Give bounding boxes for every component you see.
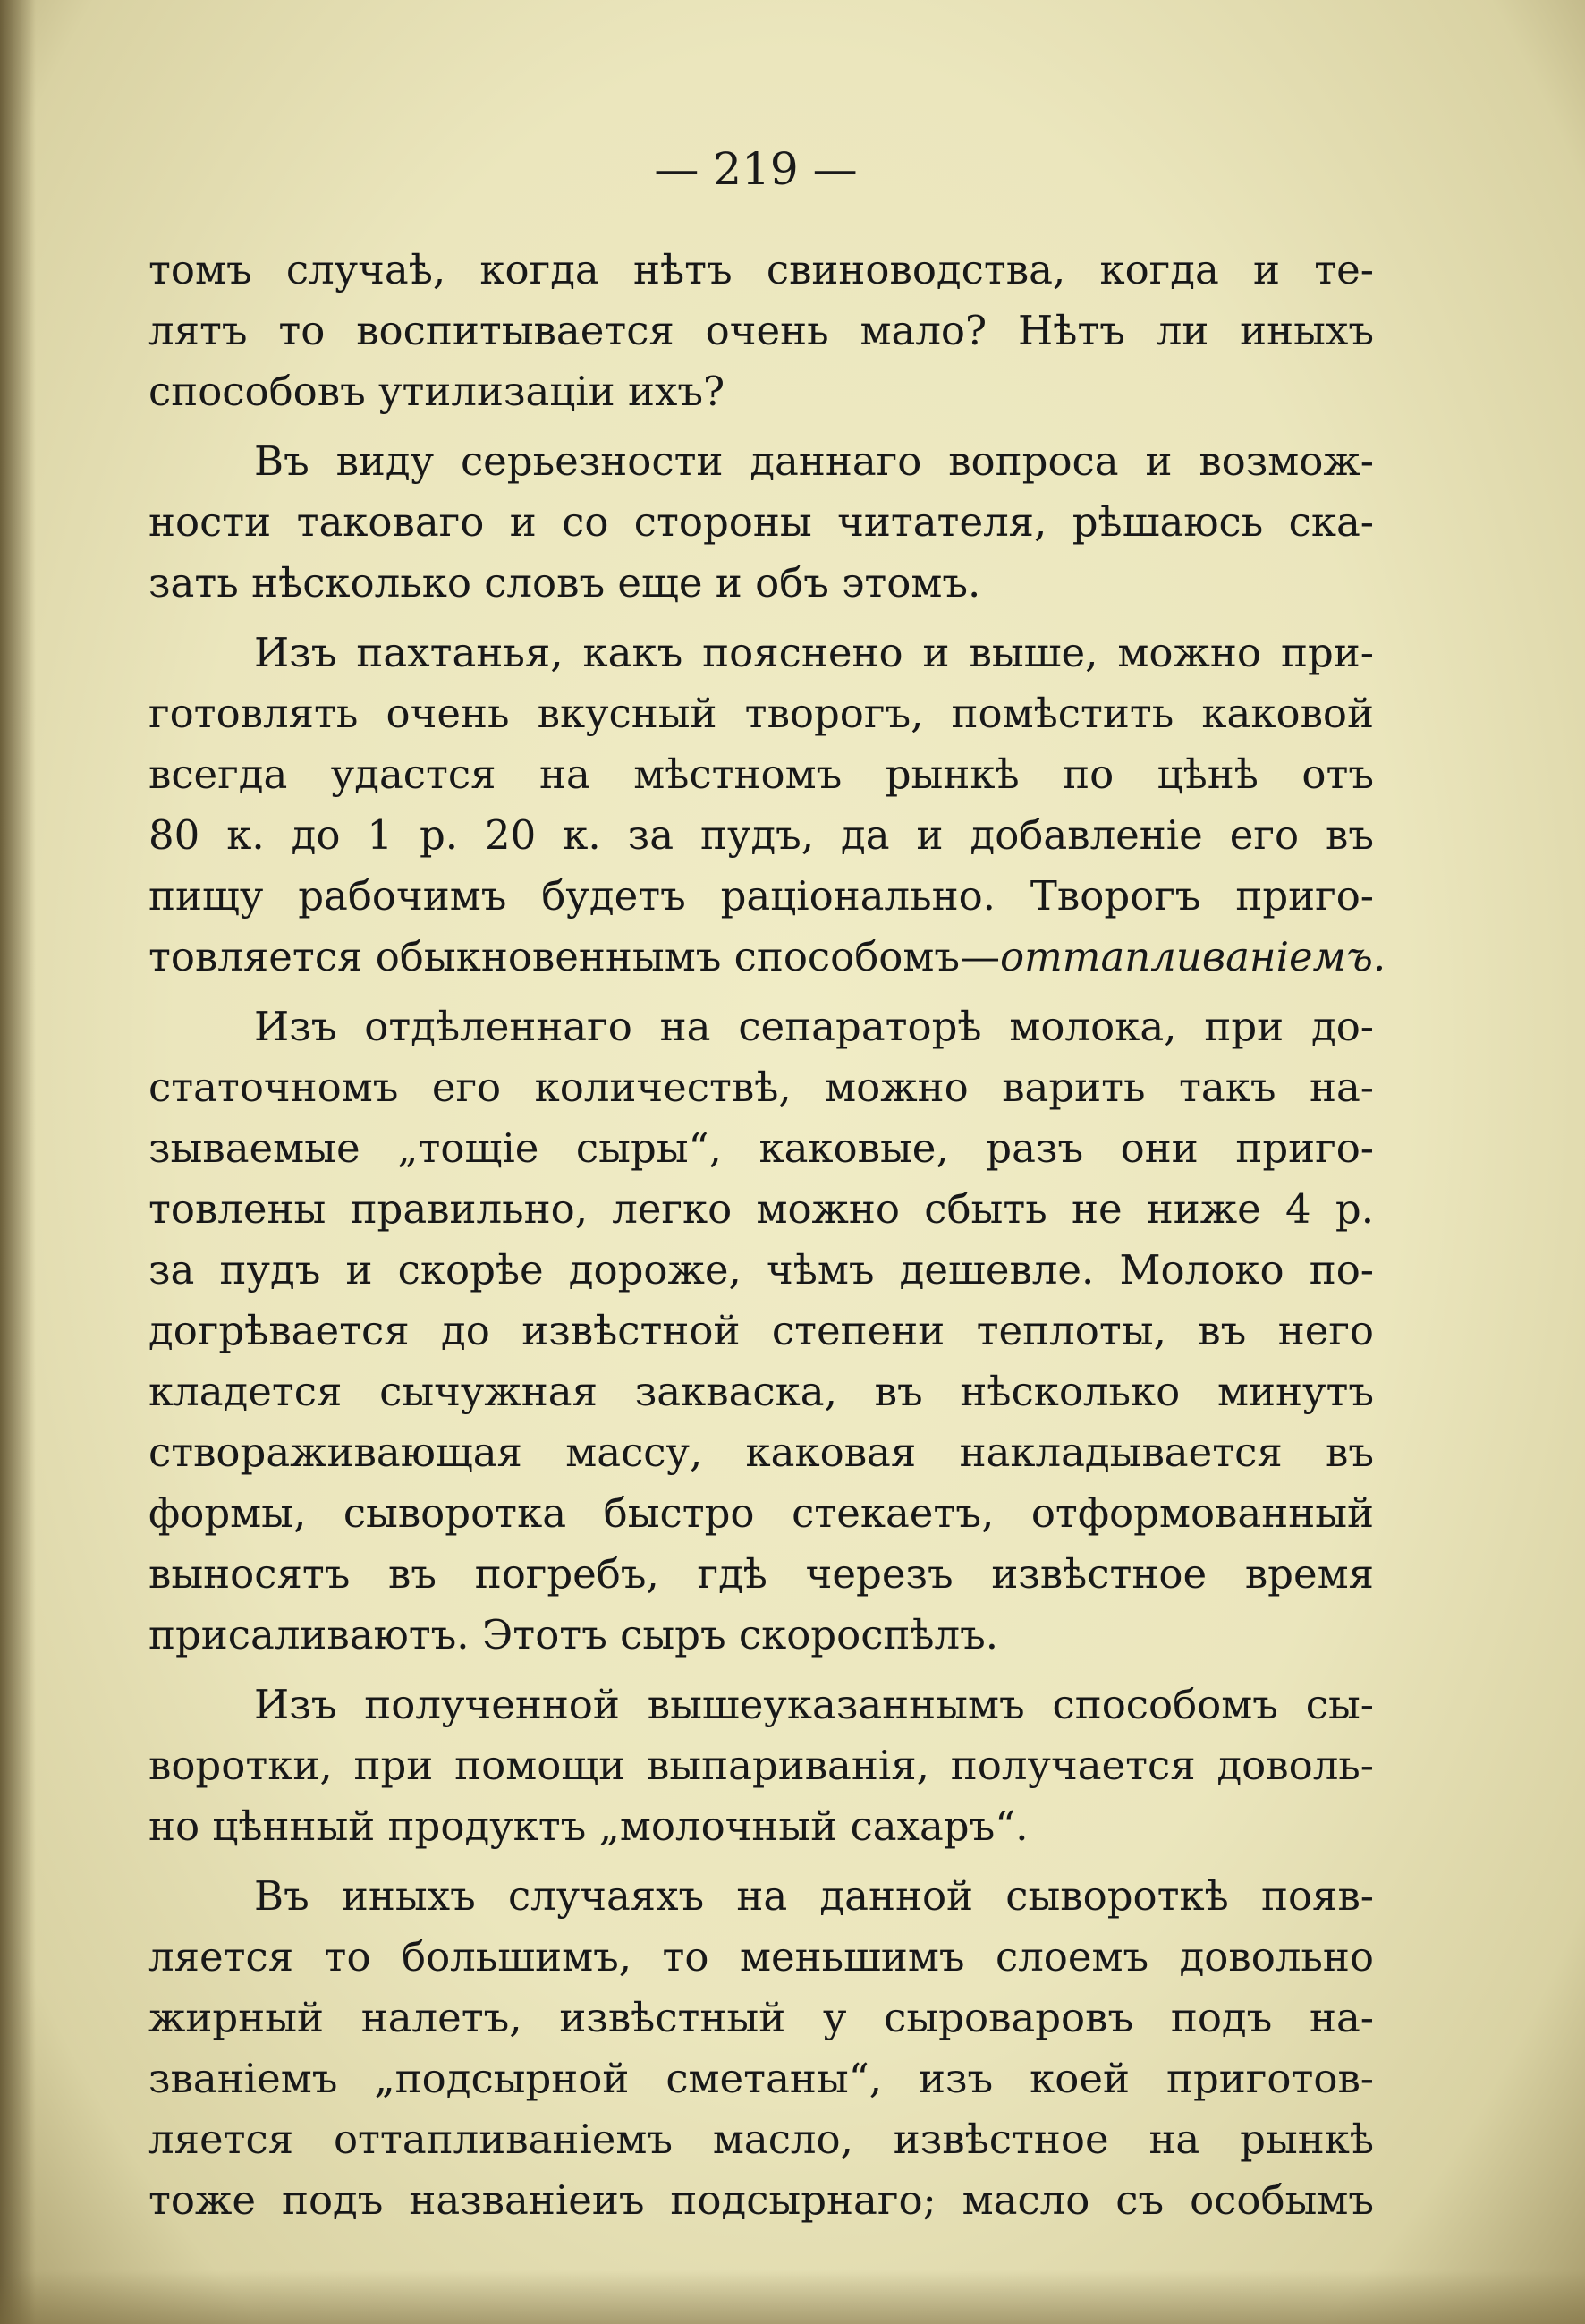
- text-line: формы, сыворотка быстро стекаетъ, отформованный: [148, 1489, 1374, 1537]
- text-line: жирный налетъ, извѣстный у сыроваровъ подъ на-: [148, 1994, 1374, 2041]
- text-line: способовъ утилизаціи ихъ?: [148, 368, 725, 415]
- text-line: Изъ пахтанья, какъ пояснено и выше, можно при-: [254, 629, 1374, 676]
- text-line-prefix: товляется обыкновеннымъ способомъ—: [148, 933, 1001, 980]
- text-line: ляется то большимъ, то меньшимъ слоемъ довольно: [148, 1933, 1374, 1980]
- text-line: присаливаютъ. Этотъ сыръ скороспѣлъ.: [148, 1611, 999, 1658]
- paragraph-4: [148, 997, 1374, 1666]
- text-line: ности таковаго и со стороны читателя, рѣшаюсь ска-: [148, 498, 1374, 546]
- text-line: статочномъ его количествѣ, можно варить такъ на-: [148, 1064, 1374, 1111]
- page-number: — 219 —: [654, 143, 858, 195]
- text-line: товлены правильно, легко можно сбыть не ниже 4 р.: [148, 1185, 1374, 1233]
- text-line: готовлять очень вкусный творогъ, помѣстить каковой: [148, 690, 1374, 737]
- italic-term: оттапливаніемъ.: [1000, 933, 1386, 980]
- text-line: Изъ полученной вышеуказаннымъ способомъ сы-: [254, 1681, 1374, 1728]
- body-text: [148, 240, 1386, 2240]
- text-line: Въ иныхъ случаяхъ на данной сывороткѣ появ-: [254, 1872, 1374, 1920]
- text-line: томъ случаѣ, когда нѣтъ свиноводства, когда и те-: [148, 246, 1374, 293]
- text-line: створаживающая массу, каковая накладывается въ: [148, 1429, 1374, 1476]
- text-line: зать нѣсколько словъ еще и объ этомъ.: [148, 559, 981, 606]
- text-line: выносятъ въ погребъ, гдѣ черезъ извѣстное время: [148, 1550, 1374, 1598]
- paragraph-3: [148, 623, 1386, 988]
- text-line: воротки, при помощи выпариванія, получается доволь-: [148, 1742, 1374, 1789]
- paragraph-2: [148, 431, 1374, 614]
- paragraph-1: [148, 240, 1374, 422]
- text-line: зываемые „тощіе сыры“, каковые, разъ они приго-: [148, 1124, 1374, 1172]
- text-line: званіемъ „подсырной сметаны“, изъ коей приготов-: [148, 2055, 1374, 2102]
- text-line: Въ виду серьезности даннаго вопроса и возмож-: [254, 437, 1374, 485]
- text-line: 80 к. до 1 р. 20 к. за пудъ, да и добавленіе его въ: [148, 811, 1374, 859]
- text-line: всегда удастся на мѣстномъ рынкѣ по цѣнѣ отъ: [148, 751, 1374, 798]
- text-line: догрѣвается до извѣстной степени теплоты, въ него: [148, 1307, 1374, 1354]
- paragraph-5: [148, 1675, 1374, 1857]
- text-line: Изъ отдѣленнаго на сепараторѣ молока, при до-: [254, 1003, 1374, 1050]
- text-line: лятъ то воспитывается очень мало? Нѣтъ ли иныхъ: [148, 307, 1374, 354]
- text-line: за пудъ и скорѣе дороже, чѣмъ дешевле. Молоко по-: [148, 1246, 1374, 1293]
- paragraph-6: [148, 1866, 1374, 2231]
- page-edge-shadow: [0, 0, 36, 2324]
- text-line: [148, 927, 1386, 988]
- text-line: кладется сычужная закваска, въ нѣсколько минутъ: [148, 1368, 1374, 1415]
- text-line: но цѣнный продуктъ „молочный сахаръ“.: [148, 1802, 1029, 1850]
- text-line: пищу рабочимъ будетъ раціонально. Творогъ приго-: [148, 872, 1374, 920]
- page-bottom-shadow: [0, 2270, 1585, 2324]
- text-line: ляется оттапливаніемъ масло, извѣстное на рынкѣ: [148, 2116, 1374, 2163]
- text-line: тоже подъ названіеиъ подсырнаго; масло съ особымъ: [148, 2176, 1374, 2224]
